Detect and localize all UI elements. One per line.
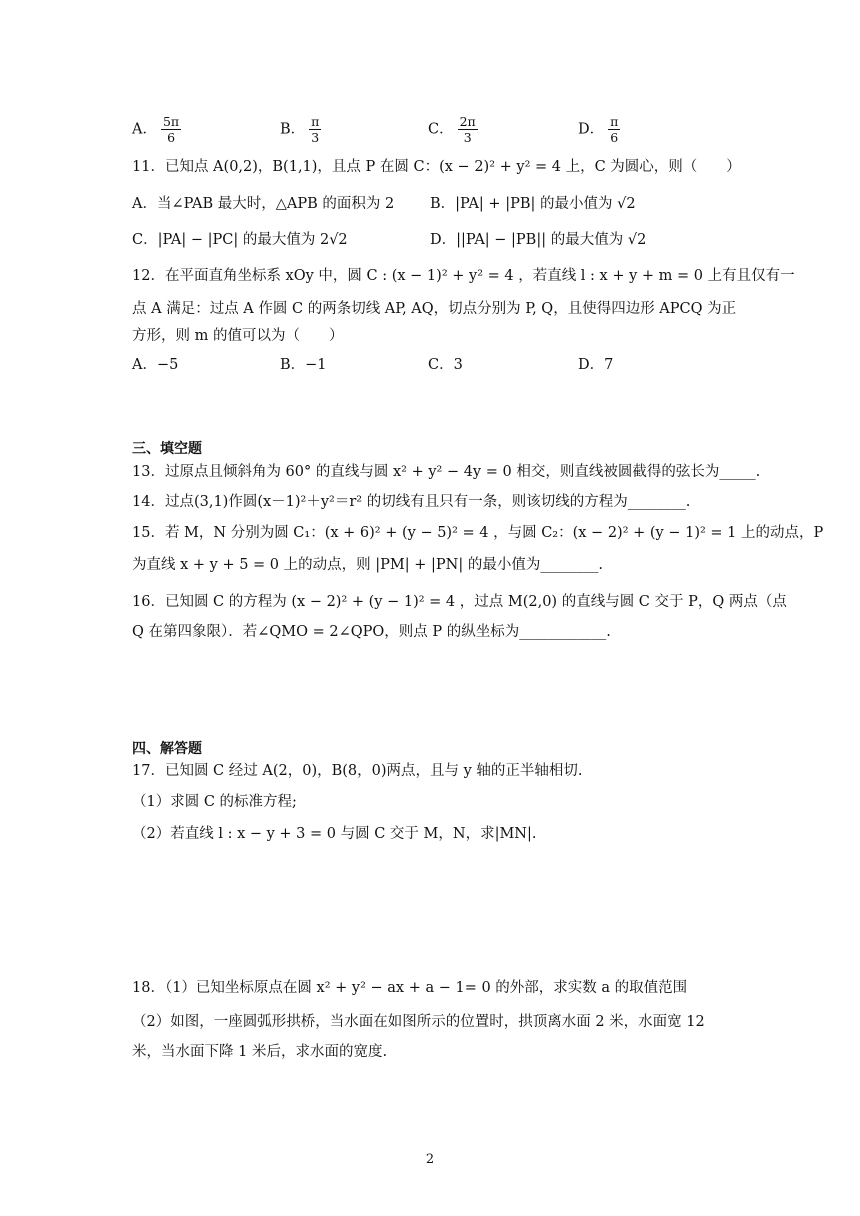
q14: 14．过点(3,1)作圆(x－1)²＋y²＝r² 的切线有且只有一条，则该切线的方程为________.	[132, 494, 691, 510]
q18-part-2-line-2: 米，当水面下降 1 米后，求水面的宽度.	[132, 1044, 388, 1060]
q12-line-2: 点 A 满足：过点 A 作圆 C 的两条切线 AP, AQ，切点分别为 P, Q，且使得四边形 APCQ 为正	[132, 301, 737, 317]
q11-stem: 11．已知点 A(0,2)，B(1,1)，且点 P 在圆 C：(x − 2)² + y² = 4 上，C 为圆心，则（ ）	[132, 159, 741, 175]
fraction-numerator: π	[311, 114, 320, 129]
fraction-denominator: 3	[463, 130, 472, 145]
q12-line-3: 方形，则 m 的值可以为（ ）	[132, 328, 344, 344]
q11-option-c: C．|PA| − |PC| 的最大值为 2√2	[132, 232, 348, 248]
q17-part-1: （1）求圆 C 的标准方程;	[132, 794, 297, 810]
fraction-denominator: 6	[610, 130, 619, 145]
section-3-heading: 三、填空题	[132, 441, 202, 457]
section-4-heading: 四、解答题	[132, 741, 202, 757]
fraction-numerator: π	[610, 114, 619, 129]
q11-option-d: D．||PA| − |PB|| 的最大值为 √2	[430, 232, 647, 248]
q10-option-a	[132, 114, 181, 145]
q16-line-2: Q 在第四象限）．若∠QMO = 2∠QPO，则点 P 的纵坐标为____________.	[132, 624, 611, 640]
q10-option-d	[578, 114, 620, 145]
q16-line-1: 16．已知圆 C 的方程为 (x − 2)² + (y − 1)² = 4 ，过点 M(2,0) 的直线与圆 C 交于 P，Q 两点（点	[132, 594, 787, 610]
q17-part-2: （2）若直线 l : x − y + 3 = 0 与圆 C 交于 M，N，求|MN|.	[132, 826, 537, 842]
fraction	[608, 114, 620, 145]
q10-option-b	[280, 114, 321, 145]
fraction-denominator: 6	[167, 130, 176, 145]
fraction	[161, 114, 181, 145]
fraction-numerator: 2π	[459, 114, 476, 129]
fraction-numerator: 5π	[162, 114, 180, 129]
q15-line-2: 为直线 x + y + 5 = 0 上的动点，则 |PM| + |PN| 的最小值为________.	[132, 557, 603, 573]
q12-line-1: 12．在平面直角坐标系 xOy 中，圆 C : (x − 1)² + y² = 4 ，若直线 l : x + y + m = 0 上有且仅有一	[132, 268, 795, 284]
q17-stem: 17．已知圆 C 经过 A(2，0)，B(8，0)两点，且与 y 轴的正半轴相切.	[132, 763, 583, 779]
option-letter: D．	[578, 121, 605, 138]
page-number: 2	[425, 1152, 435, 1167]
q12-option-d: D．7	[578, 357, 614, 373]
q12-option-b: B．−1	[280, 357, 327, 373]
q13: 13．过原点且倾斜角为 60° 的直线与圆 x² + y² − 4y = 0 相交，则直线被圆截得的弦长为_____.	[132, 464, 761, 480]
q12-option-a: A．−5	[132, 357, 179, 373]
q10-option-c	[428, 114, 478, 145]
fraction	[458, 114, 478, 145]
q11-option-a: A．当∠PAB 最大时，△APB 的面积为 2	[132, 196, 395, 212]
q18-part-2-line-1: （2）如图，一座圆弧形拱桥，当水面在如图所示的位置时，拱顶离水面 2 米，水面宽 12	[132, 1014, 705, 1030]
q15-line-1: 15．若 M，N 分别为圆 C₁：(x + 6)² + (y − 5)² = 4 ，与圆 C₂：(x − 2)² + (y − 1)² = 1 上的动点，P	[132, 525, 824, 541]
q18-part-1: 18．（1）已知坐标原点在圆 x² + y² − ax + a − 1= 0 的外部，求实数 a 的取值范围	[132, 980, 688, 996]
fraction-denominator: 3	[311, 130, 320, 145]
option-letter: C．	[428, 121, 454, 138]
q12-option-c: C．3	[428, 357, 463, 373]
option-letter: A．	[132, 121, 157, 138]
fraction	[309, 114, 321, 145]
q11-option-b: B．|PA| + |PB| 的最小值为 √2	[430, 196, 636, 212]
option-letter: B．	[280, 121, 306, 138]
